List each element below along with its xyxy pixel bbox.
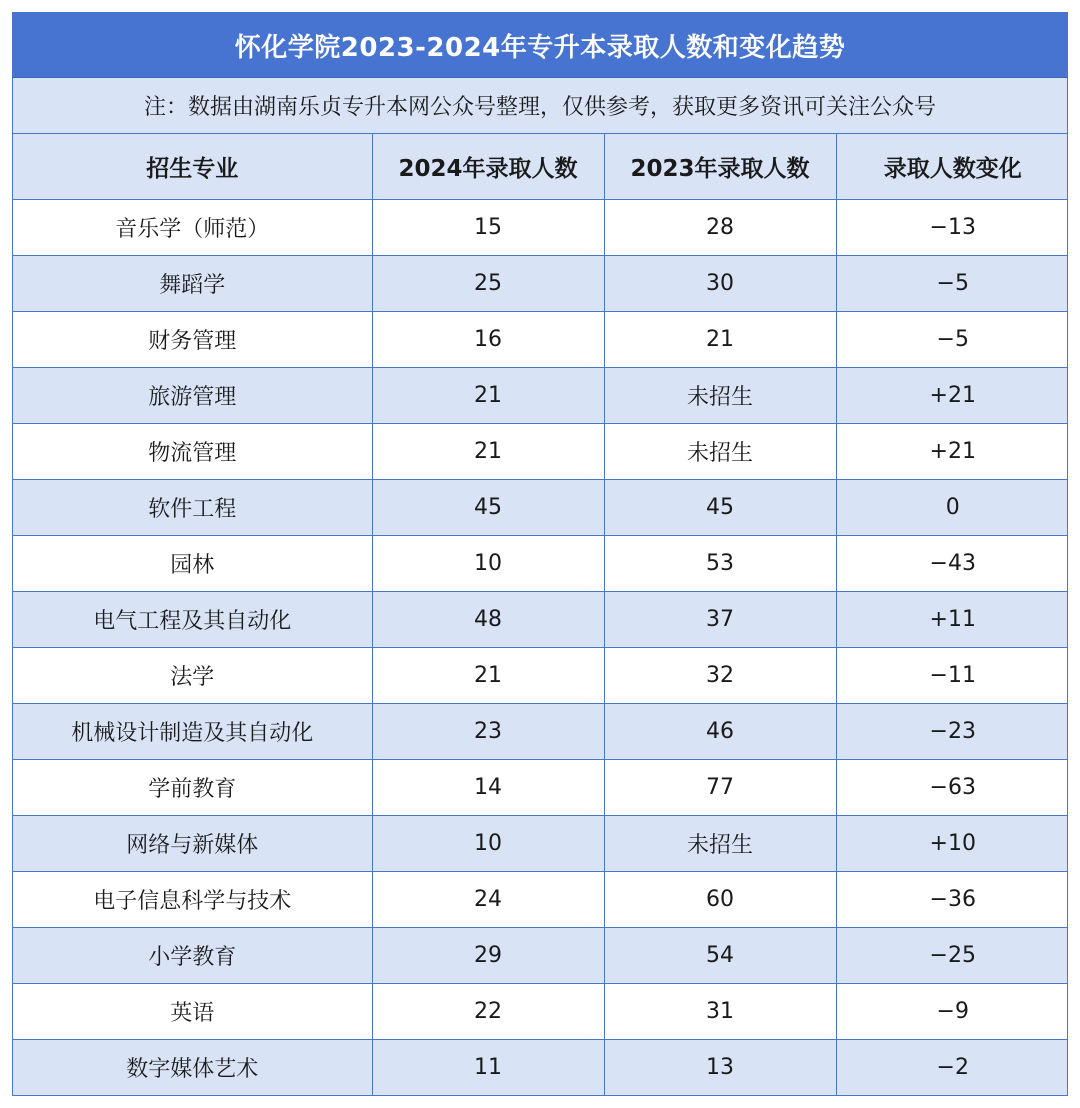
- cell-2024-count: 16: [372, 311, 604, 367]
- table-row: [13, 367, 1068, 423]
- cell-2023-count: 45: [604, 479, 836, 535]
- header-2023-count: 2023年录取人数: [604, 134, 836, 199]
- table-row: [13, 759, 1068, 815]
- cell-2024-count: 10: [372, 535, 604, 591]
- page-title: 怀化学院2023-2024年专升本录取人数和变化趋势: [13, 13, 1067, 78]
- cell-change: −63: [836, 759, 1068, 815]
- cell-major: 园林: [13, 535, 372, 591]
- cell-2024-count: 21: [372, 423, 604, 479]
- cell-major: 数字媒体艺术: [13, 1039, 372, 1095]
- cell-major: 电气工程及其自动化: [13, 591, 372, 647]
- cell-change: 0: [836, 479, 1068, 535]
- cell-change: +21: [836, 367, 1068, 423]
- cell-2024-count: 15: [372, 199, 604, 255]
- cell-change: −9: [836, 983, 1068, 1039]
- cell-major: 电子信息科学与技术: [13, 871, 372, 927]
- cell-2024-count: 21: [372, 367, 604, 423]
- cell-2024-count: 22: [372, 983, 604, 1039]
- header-row: [13, 134, 1068, 199]
- cell-2023-count: 54: [604, 927, 836, 983]
- cell-major: 软件工程: [13, 479, 372, 535]
- cell-2024-count: 14: [372, 759, 604, 815]
- source-note: 注：数据由湖南乐贞专升本网公众号整理，仅供参考，获取更多资讯可关注公众号: [13, 78, 1067, 134]
- table-row: [13, 479, 1068, 535]
- cell-major: 网络与新媒体: [13, 815, 372, 871]
- cell-change: −5: [836, 255, 1068, 311]
- cell-2023-count: 77: [604, 759, 836, 815]
- cell-change: −2: [836, 1039, 1068, 1095]
- table-row: [13, 1039, 1068, 1095]
- cell-2024-count: 25: [372, 255, 604, 311]
- cell-change: −11: [836, 647, 1068, 703]
- table-row: [13, 983, 1068, 1039]
- cell-2023-count: 未招生: [604, 815, 836, 871]
- admission-table: [13, 134, 1068, 1095]
- cell-2023-count: 13: [604, 1039, 836, 1095]
- cell-major: 舞蹈学: [13, 255, 372, 311]
- cell-2023-count: 未招生: [604, 423, 836, 479]
- table-row: [13, 871, 1068, 927]
- cell-2024-count: 11: [372, 1039, 604, 1095]
- table-row: [13, 423, 1068, 479]
- admission-table-sheet: [12, 12, 1068, 1096]
- cell-2023-count: 60: [604, 871, 836, 927]
- cell-change: −13: [836, 199, 1068, 255]
- table-row: [13, 591, 1068, 647]
- table-row: [13, 647, 1068, 703]
- header-change: 录取人数变化: [836, 134, 1068, 199]
- cell-2024-count: 45: [372, 479, 604, 535]
- table-row: [13, 927, 1068, 983]
- cell-change: −36: [836, 871, 1068, 927]
- table-row: [13, 255, 1068, 311]
- cell-2024-count: 10: [372, 815, 604, 871]
- table-row: [13, 703, 1068, 759]
- cell-2024-count: 21: [372, 647, 604, 703]
- cell-change: −43: [836, 535, 1068, 591]
- cell-2024-count: 48: [372, 591, 604, 647]
- table-row: [13, 815, 1068, 871]
- cell-2024-count: 29: [372, 927, 604, 983]
- cell-2023-count: 37: [604, 591, 836, 647]
- cell-major: 物流管理: [13, 423, 372, 479]
- cell-2023-count: 28: [604, 199, 836, 255]
- cell-major: 财务管理: [13, 311, 372, 367]
- cell-major: 小学教育: [13, 927, 372, 983]
- table-row: [13, 535, 1068, 591]
- cell-2024-count: 23: [372, 703, 604, 759]
- cell-major: 旅游管理: [13, 367, 372, 423]
- cell-change: −5: [836, 311, 1068, 367]
- cell-change: +21: [836, 423, 1068, 479]
- table-header: [13, 134, 1068, 199]
- cell-2023-count: 32: [604, 647, 836, 703]
- table-row: [13, 311, 1068, 367]
- cell-major: 英语: [13, 983, 372, 1039]
- cell-2024-count: 24: [372, 871, 604, 927]
- cell-2023-count: 30: [604, 255, 836, 311]
- cell-2023-count: 未招生: [604, 367, 836, 423]
- table-body: [13, 199, 1068, 1095]
- cell-change: −25: [836, 927, 1068, 983]
- cell-major: 法学: [13, 647, 372, 703]
- cell-change: −23: [836, 703, 1068, 759]
- cell-change: +11: [836, 591, 1068, 647]
- cell-2023-count: 53: [604, 535, 836, 591]
- cell-2023-count: 46: [604, 703, 836, 759]
- cell-major: 学前教育: [13, 759, 372, 815]
- table-row: [13, 199, 1068, 255]
- header-2024-count: 2024年录取人数: [372, 134, 604, 199]
- cell-major: 机械设计制造及其自动化: [13, 703, 372, 759]
- cell-2023-count: 31: [604, 983, 836, 1039]
- cell-2023-count: 21: [604, 311, 836, 367]
- header-major: 招生专业: [13, 134, 372, 199]
- cell-change: +10: [836, 815, 1068, 871]
- cell-major: 音乐学（师范）: [13, 199, 372, 255]
